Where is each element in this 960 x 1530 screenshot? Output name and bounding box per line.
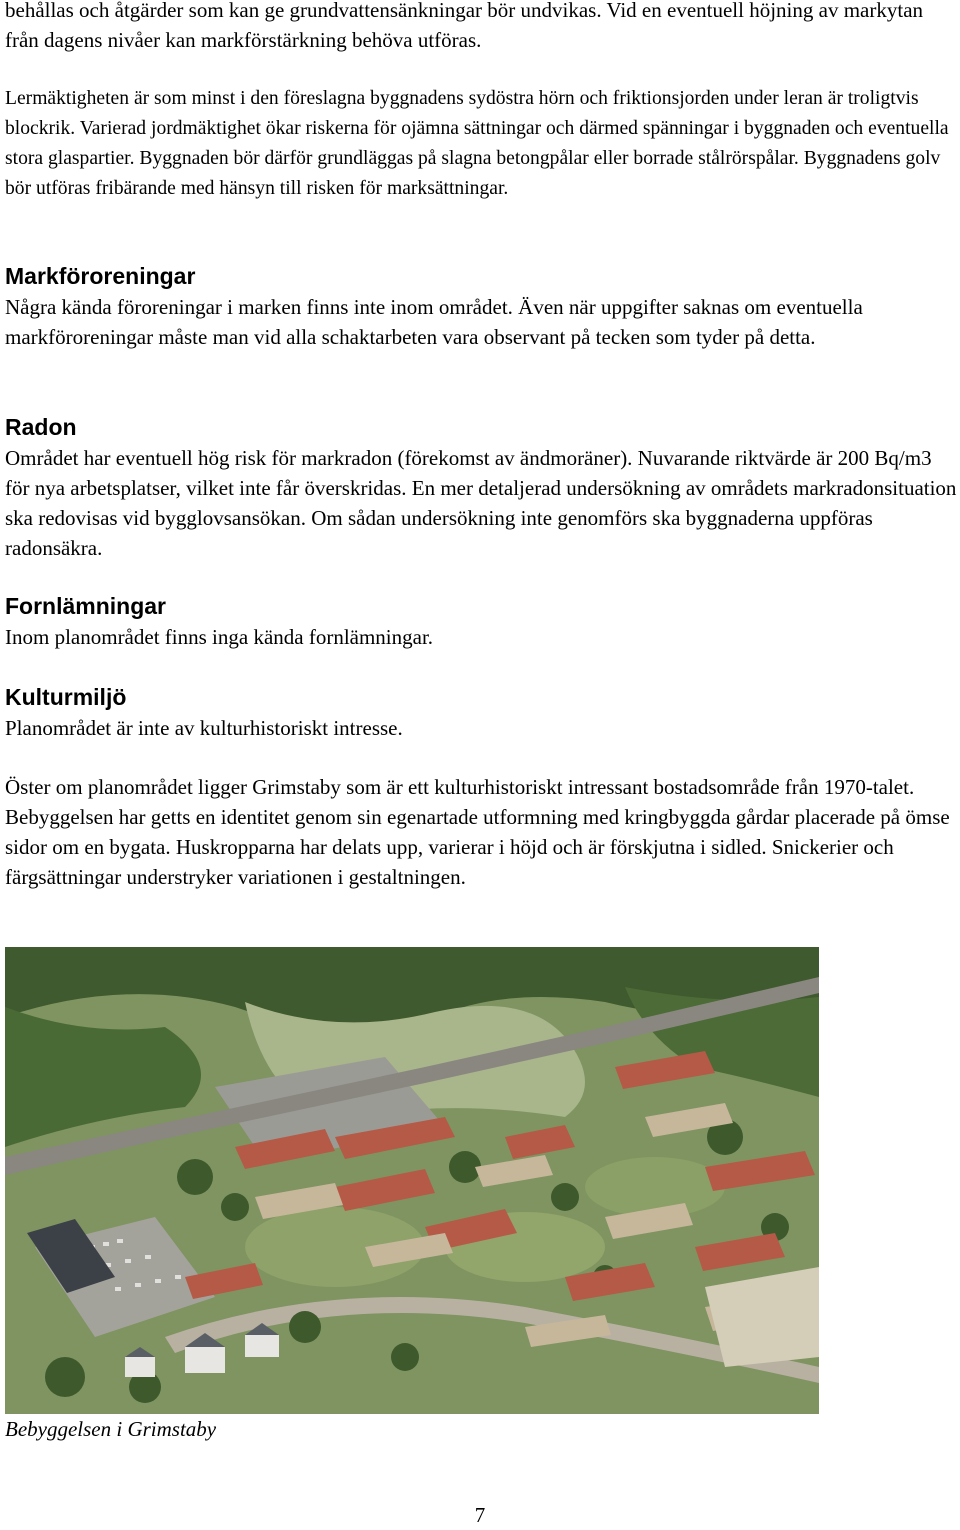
paragraph-markfororeningar: Några kända föroreningar i marken finns inte inom området. Även när uppgifter saknas om eventuella markföroreningar måste man vid alla schaktarbeten vara observant på tecken som tyder på detta. <box>5 295 863 349</box>
heading-radon: Radon <box>5 414 77 440</box>
heading-kulturmiljo: Kulturmiljö <box>5 684 127 710</box>
figure-caption: Bebyggelsen i Grimstaby <box>5 1417 217 1441</box>
paragraph-grimstaby: Öster om planområdet ligger Grimstaby som är ett kulturhistoriskt intressant bostadsområde från 1970-talet. Bebyggelsen har getts en identitet genom sin egenartade utformning med kringbyggda gårdar placerade på ömse sidor om en bygata. Huskropparna har delats upp, varierar i höjd och är förskjutna i sidled. Snickerier och färgsättningar understryker variationen i gestaltningen. <box>5 775 950 889</box>
paragraph-fornlamningar: Inom planområdet finns inga kända fornlämningar. <box>5 625 434 649</box>
paragraph-radon: Området har eventuell hög risk för markradon (förekomst av ändmoräner). Nuvarande riktvärde är 200 Bq/m3 för nya arbetsplatser, vilket inte får överskridas. En mer detaljerad undersökning av områdets markradonsituation ska redovisas vid bygglovsansökan. Om sådan undersökning inte genomförs ska byggnaderna uppföras radonsäkra. <box>5 446 957 560</box>
paragraph-grundvatten: behållas och åtgärder som kan ge grundvattensänkningar bör undvikas. Vid en eventuell höjning av markytan från dagens nivåer kan markförstärkning behöva utföras. <box>5 0 924 52</box>
heading-markfororeningar: Markföroreningar <box>5 263 196 289</box>
paragraph-lermaktighet: Lermäktigheten är som minst i den föreslagna byggnadens sydöstra hörn och friktionsjorden under leran är troligtvis blockrik. Varierad jordmäktighet ökar riskerna för ojämna sättningar och därmed spänningar i byggnaden och eventuella stora glaspartier. Byggnaden bör därför grundläggas på slagna betongpålar eller borrade stålrörspålar. Byggnadens golv bör utföras fribärande med hänsyn till risken för marksättningar. <box>5 88 949 199</box>
heading-fornlamningar: Fornlämningar <box>5 593 167 619</box>
aerial-photo <box>5 947 819 1414</box>
page-number: 7 <box>474 1503 486 1527</box>
paragraph-kulturmiljo: Planområdet är inte av kulturhistoriskt intresse. <box>5 716 403 740</box>
